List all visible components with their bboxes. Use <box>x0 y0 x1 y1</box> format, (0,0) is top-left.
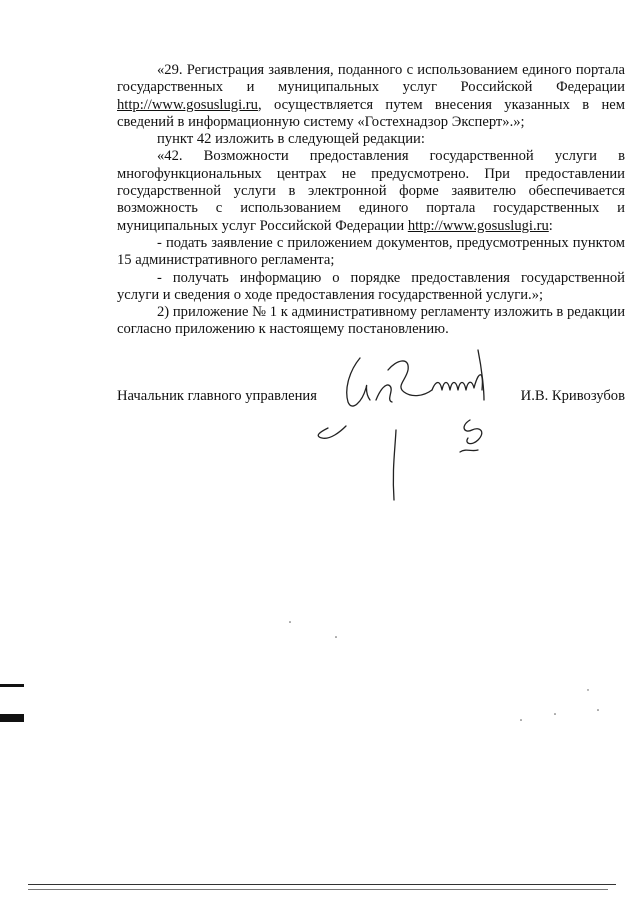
signatory-title: Начальник главного управления <box>117 388 317 404</box>
paragraph-29: «29. Регистрация заявления, поданного с использованием единого портала государственных и муниципальных услуг Российской Федерации http://www.gosuslugi.ru, осуществляется путем внесения указанных в нем сведений в информационную систему «Гостехнадзор Эксперт».»; <box>117 62 625 130</box>
gosuslugi-link-2[interactable]: http://www.gosuslugi.ru <box>407 217 549 234</box>
scan-margin-mark <box>0 714 24 722</box>
list-item-receive-info: - получать информацию о порядке предоставления государственной услуги и сведения о ходе предоставления государственной услуги.»; <box>117 269 625 303</box>
scan-edge-line <box>28 884 616 885</box>
list-item-submit: - подать заявление с приложением документов, предусмотренных пунктом 15 административного регламента; <box>117 234 625 269</box>
scan-edge-line <box>28 889 608 890</box>
signatory-name: И.В. Кривозубов <box>520 388 625 404</box>
paragraph-appendix: 2) приложение № 1 к административному регламенту изложить в редакции согласно приложению к настоящему постановлению. <box>117 304 625 338</box>
gosuslugi-link[interactable]: http://www.gosuslugi.ru <box>117 96 258 113</box>
paragraph-clause-42-intro: пункт 42 изложить в следующей редакции: <box>157 131 425 148</box>
paragraph-42: «42. Возможности предоставления государственной услуги в многофункциональных центрах не предусмотрено. При предоставлении государственной услуги в электронной форме заявителю обеспечивается возможность с использованием единого портала государственных и муниципальных услуг Российской Федерации http://www.gosuslugi.ru: <box>117 148 625 234</box>
scan-margin-mark <box>0 684 24 687</box>
